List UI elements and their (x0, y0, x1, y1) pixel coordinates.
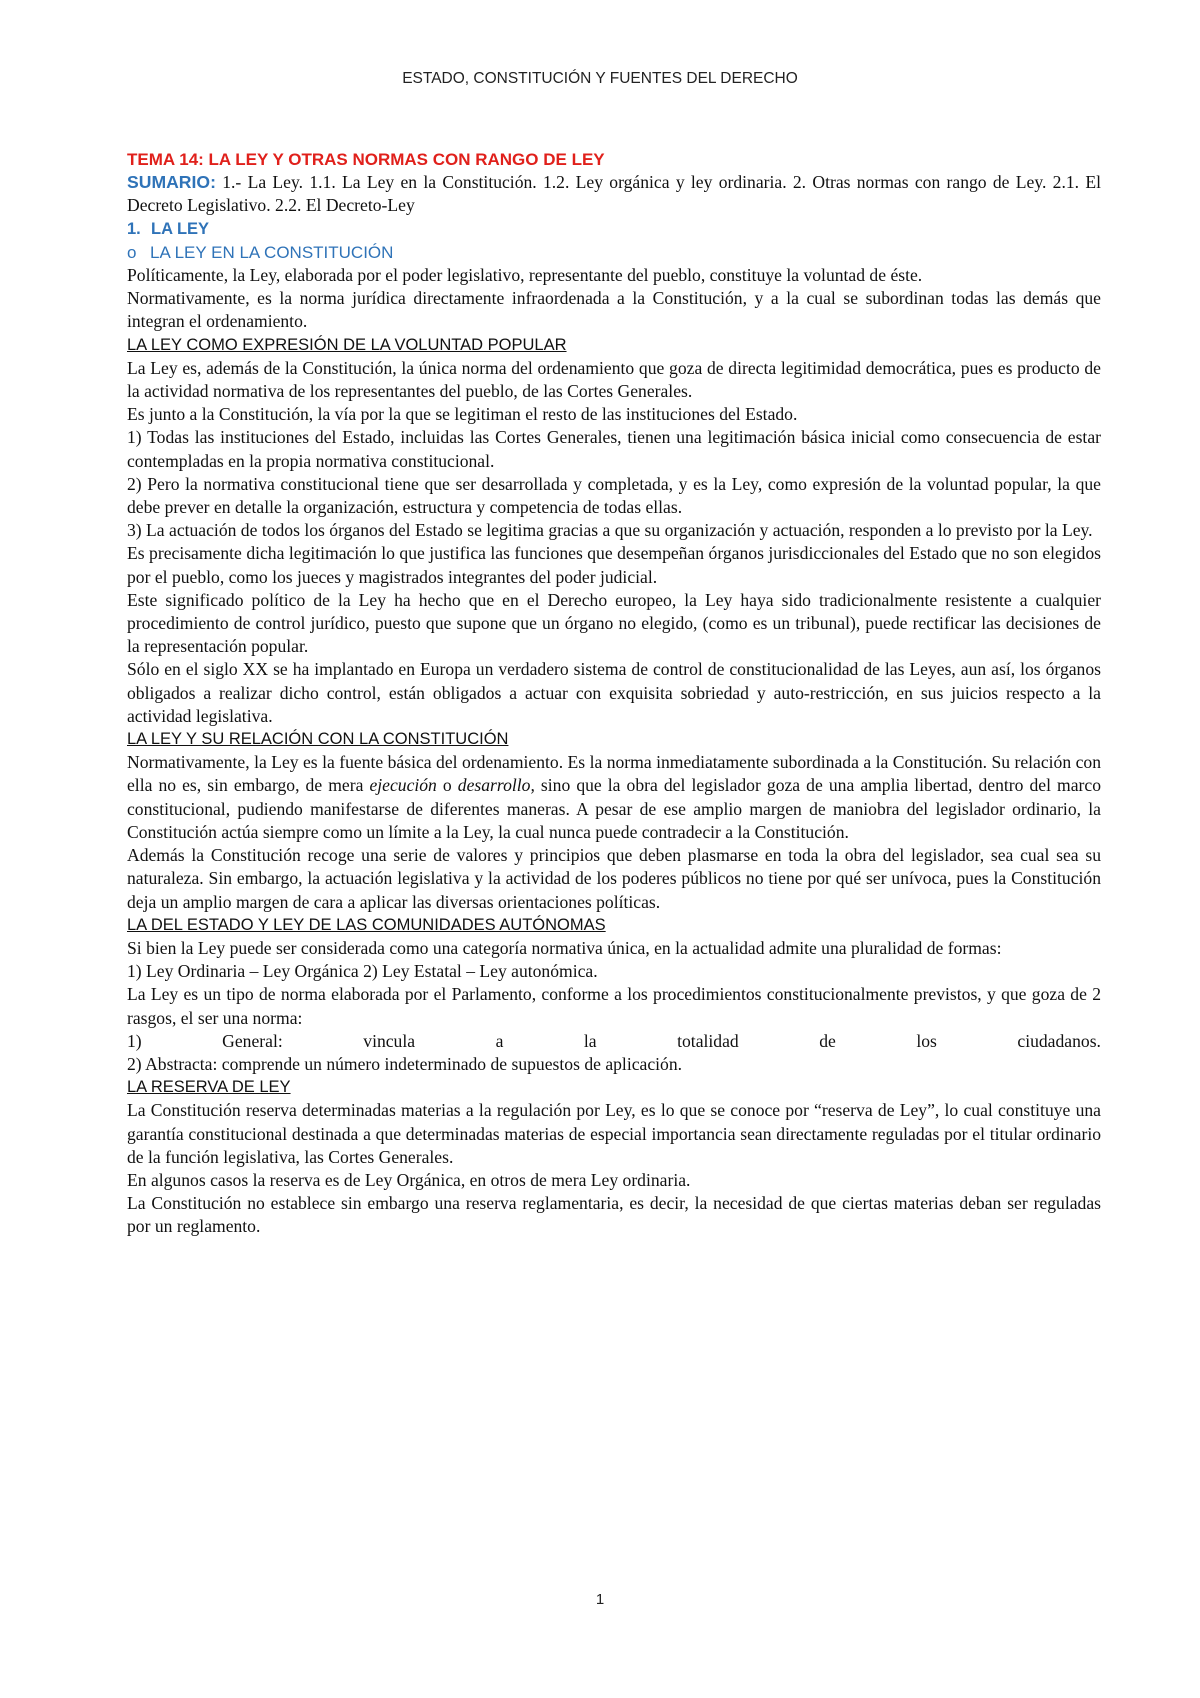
block-heading-relacion: LA LEY Y SU RELACIÓN CON LA CONSTITUCIÓN (127, 730, 509, 749)
word: a (495, 1030, 504, 1051)
italic-run: ejecución (369, 775, 437, 796)
paragraph: Si bien la Ley puede ser considerada como una categoría normativa única, en la actualidad admite una pluralidad de formas: (127, 937, 1002, 958)
text-run: Normativamente, la Ley es la fuente básica del ordenamiento. Es la norma inmediatamente subordinada a la Constitución. Su relación con ella no es, sin embargo, de mera (127, 752, 1101, 796)
sumario-text: 1.- La Ley. 1.1. La Ley en la Constitución. 1.2. Ley orgánica y ley ordinaria. 2. Otras normas con rango de Ley. 2.1. El Decreto Legislativo. 2.2. El Decreto-Ley (127, 172, 1101, 216)
word: 1) (127, 1030, 142, 1051)
section-title: LA LEY (151, 219, 210, 238)
paragraph: 1) Ley Ordinaria – Ley Orgánica 2) Ley Estatal – Ley autonómica. (127, 961, 598, 982)
intro-paragraph: Normativamente, es la norma jurídica directamente infraordenada a la Constitución, y a la cual se subordinan todas las demás que integran el ordenamiento. (127, 288, 1101, 332)
subsection-title: LA LEY EN LA CONSTITUCIÓN (150, 242, 394, 262)
paragraph: 1) Todas las instituciones del Estado, incluidas las Cortes Generales, tienen una legitimación básica inicial como consecuencia de estar contempladas en la propia normativa constitucional. (127, 427, 1101, 471)
sumario-label: SUMARIO: (127, 172, 216, 193)
paragraph: 3) La actuación de todos los órganos del Estado se legitima gracias a que su organización y actuación, responden a lo previsto por la Ley. (127, 520, 1093, 541)
paragraph: 2) Pero la normativa constitucional tiene que ser desarrollada y completada, y es la Ley, como expresión de la voluntad popular, la que debe prever en detalle la organización, estructura y competencia de todas ellas. (127, 473, 1101, 518)
paragraph: La Constitución no establece sin embargo una reserva reglamentaria, es decir, la necesidad de que ciertas materias deban ser reguladas por un reglamento. (127, 1193, 1101, 1237)
paragraph (127, 751, 1101, 844)
paragraph: La Constitución reserva determinadas materias a la regulación por Ley, es lo que se conoce por “reserva de Ley”, lo cual constituye una garantía constitucional destinada a que determinadas materias de especial importancia sean directamente reguladas por el titular ordinario de la función legislativa, las Cortes Generales. (127, 1100, 1101, 1167)
paragraph: Es junto a la Constitución, la vía por la que se legitiman el resto de las instituciones del Estado. (127, 404, 798, 425)
text-run: sino que la obra del legislador goza de una amplia libertad, dentro del marco constitucional, pudiendo manifestarse de diferentes maneras. A pesar de ese amplio margen de maniobra del legislador ordinario, la Constitución actúa siempre como un límite a la Ley, la cual nunca puede contradecir a la Constitución. (127, 775, 1101, 842)
paragraph: En algunos casos la reserva es de Ley Orgánica, en otros de mera Ley ordinaria. (127, 1169, 691, 1190)
paragraph: Es precisamente dicha legitimación lo que justifica las funciones que desempeñan órganos jurisdiccionales del Estado que no son elegidos por el pueblo, como los jueces y magistrados integrantes del poder judicial. (127, 543, 1101, 587)
word: vincula (363, 1030, 416, 1051)
section-heading-1 (127, 218, 1101, 241)
paragraph: La Ley es, además de la Constitución, la única norma del ordenamiento que goza de directa legitimidad democrática, pues es producto de la actividad normativa de los representantes del pueblo, de las Cortes Generales. (127, 357, 1101, 402)
running-header: ESTADO, CONSTITUCIÓN Y FUENTES DEL DERECHO (402, 70, 798, 87)
intro-paragraph: Políticamente, la Ley, elaborada por el poder legislativo, representante del pueblo, constituye la voluntad de éste. (127, 265, 923, 286)
sumario-paragraph (127, 171, 1101, 217)
document-body (127, 148, 1101, 1239)
text-run: o (436, 775, 458, 796)
word: de (819, 1030, 836, 1051)
italic-run: desarrollo, (457, 775, 535, 796)
word: totalidad (677, 1030, 739, 1051)
paragraph: 2) Abstracta: comprende un número indeterminado de supuestos de aplicación. (127, 1053, 683, 1074)
block-heading-voluntad: LA LEY COMO EXPRESIÓN DE LA VOLUNTAD POPULAR (127, 335, 567, 354)
block-heading-estado: LA DEL ESTADO Y LEY DE LAS COMUNIDADES AUTÓNOMAS (127, 915, 606, 934)
paragraph: Además la Constitución recoge una serie de valores y principios que deben plasmarse en toda la obra del legislador, sea cual sea su naturaleza. Sin embargo, la actuación legislativa y la actividad de los poderes públicos no tiene por qué ser unívoca, pues la Constitución deja un amplio margen de cara a aplicar las diversas orientaciones políticas. (127, 845, 1101, 912)
paragraph: La Ley es un tipo de norma elaborada por el Parlamento, conforme a los procedimientos constitucionalmente previstos, y que goza de 2 rasgos, el ser una norma: (127, 984, 1101, 1028)
word: la (583, 1030, 597, 1051)
word: General: (222, 1030, 283, 1051)
word: los (916, 1030, 937, 1051)
subsection-heading (127, 241, 1101, 264)
paragraph: Sólo en el siglo XX se ha implantado en Europa un verdadero sistema de control de constitucionalidad de las Leyes, aun así, los órganos obligados a realizar dicho control, están obligados a actuar con exquisita sobriedad y auto-restricción, en sus juicios respecto a la actividad legislativa. (127, 659, 1101, 726)
section-number: 1. (127, 219, 141, 238)
page-number: 1 (595, 1591, 605, 1608)
block-heading-reserva: LA RESERVA DE LEY (127, 1078, 291, 1097)
page-title: TEMA 14: LA LEY Y OTRAS NORMAS CON RANGO DE LEY (127, 150, 605, 169)
bullet-marker: o (127, 242, 137, 262)
word: ciudadanos. (1017, 1030, 1101, 1051)
spread-line-general (127, 1030, 1101, 1053)
paragraph: Este significado político de la Ley ha hecho que en el Derecho europeo, la Ley haya sido tradicionalmente resistente a cualquier procedimiento de control jurídico, puesto que supone que un órgano no elegido, (como es un tribunal), puede rectificar las decisiones de la representación popular. (127, 589, 1101, 657)
